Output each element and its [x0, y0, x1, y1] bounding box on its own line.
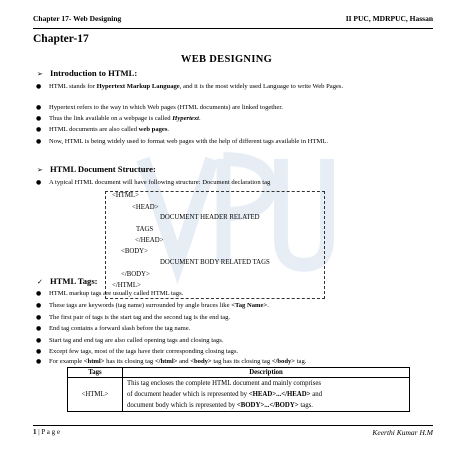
code-line: <HTML>	[112, 192, 139, 199]
code-line: </HEAD>	[135, 237, 164, 244]
page-header	[33, 14, 433, 26]
header-chapter: Chapter 17- Web Designing	[33, 14, 122, 23]
bullet-icon: ●	[36, 83, 42, 90]
tags-table	[67, 367, 410, 412]
intro-bullet-2: ● Hypertext refers to the way in which Web pages (HTML documents) are linked together.	[36, 104, 283, 111]
section-intro-heading: ➢ Introduction to HTML:	[37, 68, 138, 78]
code-line: DOCUMENT BODY RELATED TAGS	[160, 259, 270, 266]
table-header-description: Description	[123, 368, 410, 378]
bullet-icon: ●	[36, 325, 42, 332]
code-line: <HEAD>	[132, 204, 159, 211]
table-row	[68, 378, 410, 412]
intro-bullet-1: ● HTML stands for Hypertext Markup Language, and it is the most widely used Language to write Web Pages.	[36, 83, 344, 90]
intro-bullet-4: ● HTML documents are also called web pages.	[36, 126, 170, 133]
code-line: TAGS	[136, 226, 154, 233]
header-institution: II PUC, MDRPUC, Hassan	[345, 14, 433, 23]
table-header-row	[68, 368, 410, 378]
table-header-tags: Tags	[68, 368, 123, 378]
bullet-icon: ●	[36, 138, 42, 145]
intro-bullet-5: ● Now, HTML is being widely used to format web pages with the help of different tags available in HTML.	[36, 138, 329, 145]
footer-rule	[33, 425, 433, 426]
tags-bullet-7: ● For example <html> has its closing tag </html> and <body> tag has its closing tag </body> tag.	[36, 358, 307, 365]
structure-bullet-1: ● A typical HTML document will have following structure: Document declaration tag	[36, 179, 271, 186]
section-structure-heading: ➢ HTML Document Structure:	[37, 164, 156, 174]
arrow-bullet-icon: ➢	[37, 166, 43, 174]
table-cell-tag: <HTML>	[68, 378, 123, 412]
bullet-icon: ●	[36, 126, 42, 133]
bullet-icon: ●	[36, 358, 42, 365]
checkmark-bullet-icon: ✓	[37, 278, 43, 286]
code-line: <BODY>	[121, 248, 148, 255]
bullet-icon: ●	[36, 179, 42, 186]
bullet-icon: ●	[36, 314, 42, 321]
tags-bullet-5: ● Start tag and end tag are also called opening tags and closing tags.	[36, 337, 224, 344]
tags-bullet-2: ● These tags are keywords (tag name) surrounded by angle braces like <Tag Name>.	[36, 302, 269, 309]
author-name: Keerthi Kumar H.M	[372, 428, 433, 437]
section-tags-heading: ✓ HTML Tags:	[37, 276, 98, 286]
tags-bullet-6: ● Except few tags, most of the tags have their corresponding closing tags.	[36, 348, 239, 355]
code-line: </HTML>	[112, 282, 141, 289]
table-cell-description: This tag encloses the complete HTML document and mainly comprises of document header which is represented by <HEAD>...</HEAD> and document body which is represented by <BODY>...</BODY> tags.	[123, 378, 410, 412]
header-rule	[33, 28, 433, 29]
intro-bullet-3: ● Thus the link available on a webpage is called Hypertext.	[36, 115, 201, 122]
page-number: 1 | P a g e	[33, 428, 60, 436]
tags-bullet-1: ● HTML markup tags are usually called HTML tags.	[36, 290, 184, 297]
bullet-icon: ●	[36, 302, 42, 309]
page-title: WEB DESIGNING	[180, 54, 273, 65]
tags-bullet-4: ● End tag contains a forward slash before the tag name.	[36, 325, 191, 332]
tags-bullet-3: ● The first pair of tags is the start tag and the second tag is the end tag.	[36, 314, 231, 321]
bullet-icon: ●	[36, 104, 42, 111]
arrow-bullet-icon: ➢	[37, 70, 43, 78]
chapter-heading: Chapter-17	[33, 33, 89, 45]
bullet-icon: ●	[36, 115, 42, 122]
code-line: DOCUMENT HEADER RELATED	[160, 214, 260, 221]
bullet-icon: ●	[36, 290, 42, 297]
bullet-icon: ●	[36, 348, 42, 355]
bullet-icon: ●	[36, 337, 42, 344]
code-line: </BODY>	[121, 271, 150, 278]
